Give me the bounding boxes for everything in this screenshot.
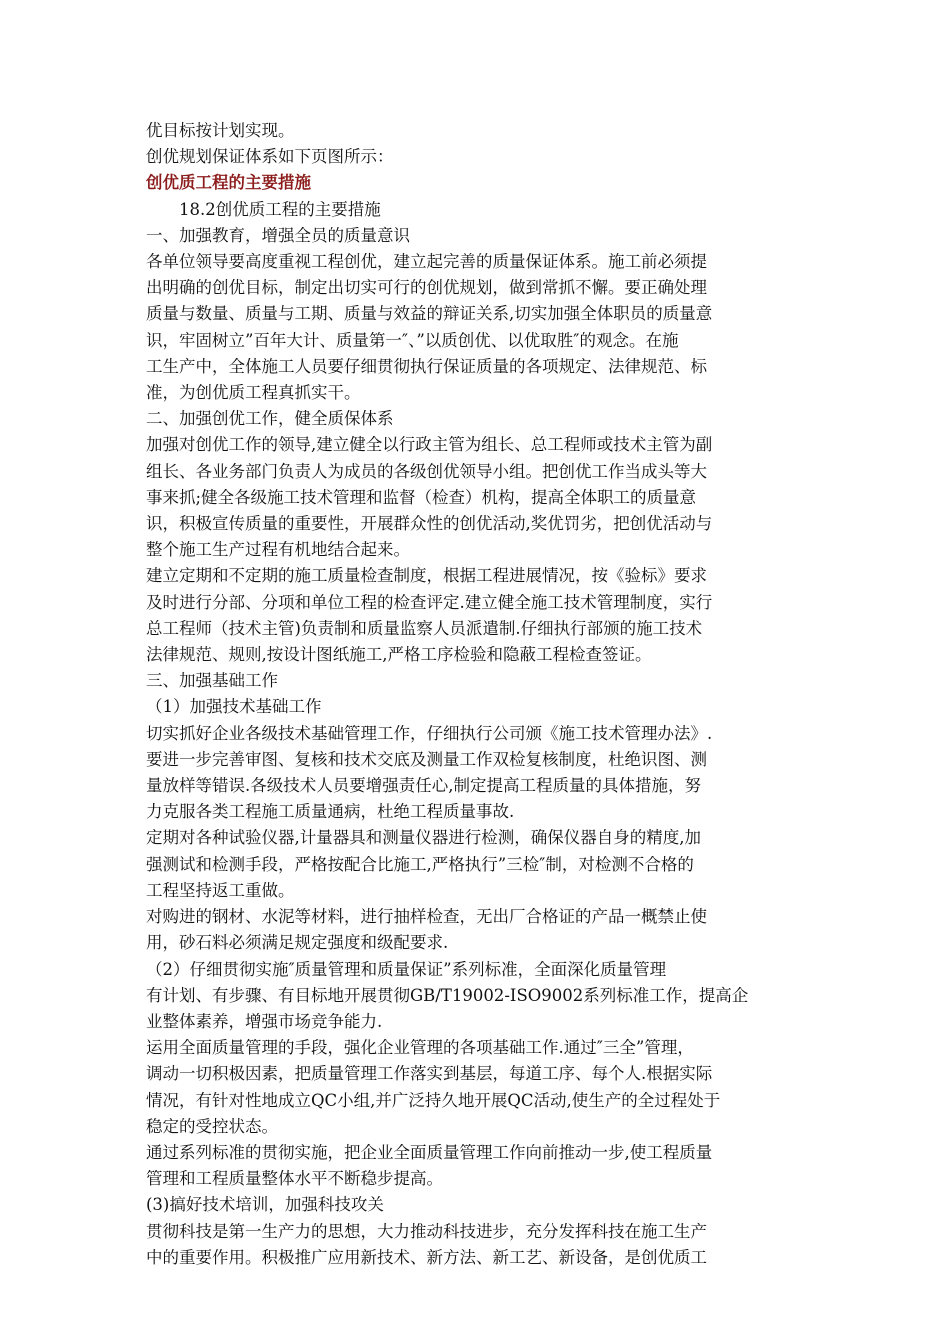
text-line: 18.2创优质工程的主要措施 bbox=[179, 199, 381, 219]
text-line: 力克服各类工程施工质量通病，杜绝工程质量事故. bbox=[146, 802, 515, 822]
text-line: 二、加强创优工作，健全质保体系 bbox=[146, 409, 394, 429]
text-line: 稳定的受控状态。 bbox=[146, 1116, 278, 1136]
text-line: （1）加强技术基础工作 bbox=[146, 697, 322, 717]
text-line: 要进一步完善审图、复核和技术交底及测量工作双检复核制度，杜绝识图、测 bbox=[146, 749, 707, 769]
text-line: 事来抓;健全各级施工技术管理和监督（检查）机构，提高全体职工的质量意 bbox=[146, 487, 697, 507]
text-line: 建立定期和不定期的施工质量检查制度，根据工程进展情况，按《验标》要求 bbox=[146, 566, 707, 586]
text-line: 有计划、有步骤、有目标地开展贯彻GB/T19002-ISO9002系列标准工作，提高企 bbox=[146, 985, 749, 1005]
document-body bbox=[146, 118, 806, 1271]
text-line: 强测试和检测手段，严格按配合比施工,严格执行”三检″制，对检测不合格的 bbox=[146, 854, 694, 874]
text-line: 质量与数量、质量与工期、质量与效益的辩证关系,切实加强全体职员的质量意 bbox=[146, 304, 713, 324]
section-heading: 创优质工程的主要措施 bbox=[146, 173, 311, 193]
text-line: 及时进行分部、分项和单位工程的检查评定.建立健全施工技术管理制度，实行 bbox=[146, 592, 713, 612]
text-line: 业整体素养，增强市场竞争能力. bbox=[146, 1011, 383, 1031]
text-line: 出明确的创优目标，制定出切实可行的创优规划，做到常抓不懈。要正确处理 bbox=[146, 278, 707, 298]
text-line: 切实抓好企业各级技术基础管理工作，仔细执行公司颁《施工技术管理办法》. bbox=[146, 723, 713, 743]
text-line: 用，砂石料必须满足规定强度和级配要求. bbox=[146, 933, 449, 953]
text-line: 工生产中，全体施工人员要仔细贯彻执行保证质量的各项规定、法律规范、标 bbox=[146, 356, 707, 376]
text-line: 对购进的钢材、水泥等材料，进行抽样检查，无出厂合格证的产品一概禁止使 bbox=[146, 907, 707, 927]
text-line: 三、加强基础工作 bbox=[146, 671, 278, 691]
text-line: 中的重要作用。积极推广应用新技术、新方法、新工艺、新设备，是创优质工 bbox=[146, 1247, 707, 1267]
text-line: 组长、各业务部门负责人为成员的各级创优领导小组。把创优工作当成头等大 bbox=[146, 461, 707, 481]
text-line: 识，积极宣传质量的重要性，开展群众性的创优活动,奖优罚劣，把创优活动与 bbox=[146, 514, 713, 534]
text-line: 加强对创优工作的领导,建立健全以行政主管为组长、总工程师或技术主管为副 bbox=[146, 435, 713, 455]
text-line: 准，为创优质工程真抓实干。 bbox=[146, 383, 361, 403]
text-line: 调动一切积极因素，把质量管理工作落实到基层，每道工序、每个人.根据实际 bbox=[146, 1064, 713, 1084]
text-line: 一、加强教育，增强全员的质量意识 bbox=[146, 225, 410, 245]
text-line: 通过系列标准的贯彻实施，把企业全面质量管理工作向前推动一步,使工程质量 bbox=[146, 1142, 713, 1162]
text-line: 量放样等错误.各级技术人员要增强责任心,制定提高工程质量的具体措施，努 bbox=[146, 776, 701, 796]
text-line: 优目标按计划实现。 bbox=[146, 121, 295, 140]
text-line: 识，牢固树立”百年大计、质量第一″、”以质创优、以优取胜″的观念。在施 bbox=[146, 330, 679, 350]
text-line: 各单位领导要高度重视工程创优，建立起完善的质量保证体系。施工前必须提 bbox=[146, 252, 707, 272]
text-line: 创优规划保证体系如下页图所示： bbox=[146, 147, 394, 167]
text-line: (3)搞好技术培训，加强科技攻关 bbox=[146, 1195, 384, 1215]
text-line: （2）仔细贯彻实施″质量管理和质量保证”系列标准，全面深化质量管理 bbox=[146, 959, 667, 979]
text-line: 工程坚持返工重做。 bbox=[146, 880, 295, 900]
text-line: 总工程师（技术主管)负责制和质量监察人员派遣制.仔细执行部颁的施工技术 bbox=[146, 618, 703, 638]
text-line: 贯彻科技是第一生产力的思想，大力推动科技进步，充分发挥科技在施工生产 bbox=[146, 1221, 707, 1241]
text-line: 整个施工生产过程有机地结合起来。 bbox=[146, 540, 410, 560]
text-line: 定期对各种试验仪器,计量器具和测量仪器进行检测，确保仪器自身的精度,加 bbox=[146, 828, 701, 848]
text-line: 法律规范、规则,按设计图纸施工,严格工序检验和隐蔽工程检查签证。 bbox=[146, 645, 652, 665]
text-line: 运用全面质量管理的手段，强化企业管理的各项基础工作.通过″三全”管理， bbox=[146, 1038, 694, 1058]
text-line: 情况，有针对性地成立QC小组,并广泛持久地开展QC活动,使生产的全过程处于 bbox=[146, 1090, 721, 1110]
text-line: 管理和工程质量整体水平不断稳步提高。 bbox=[146, 1169, 443, 1189]
